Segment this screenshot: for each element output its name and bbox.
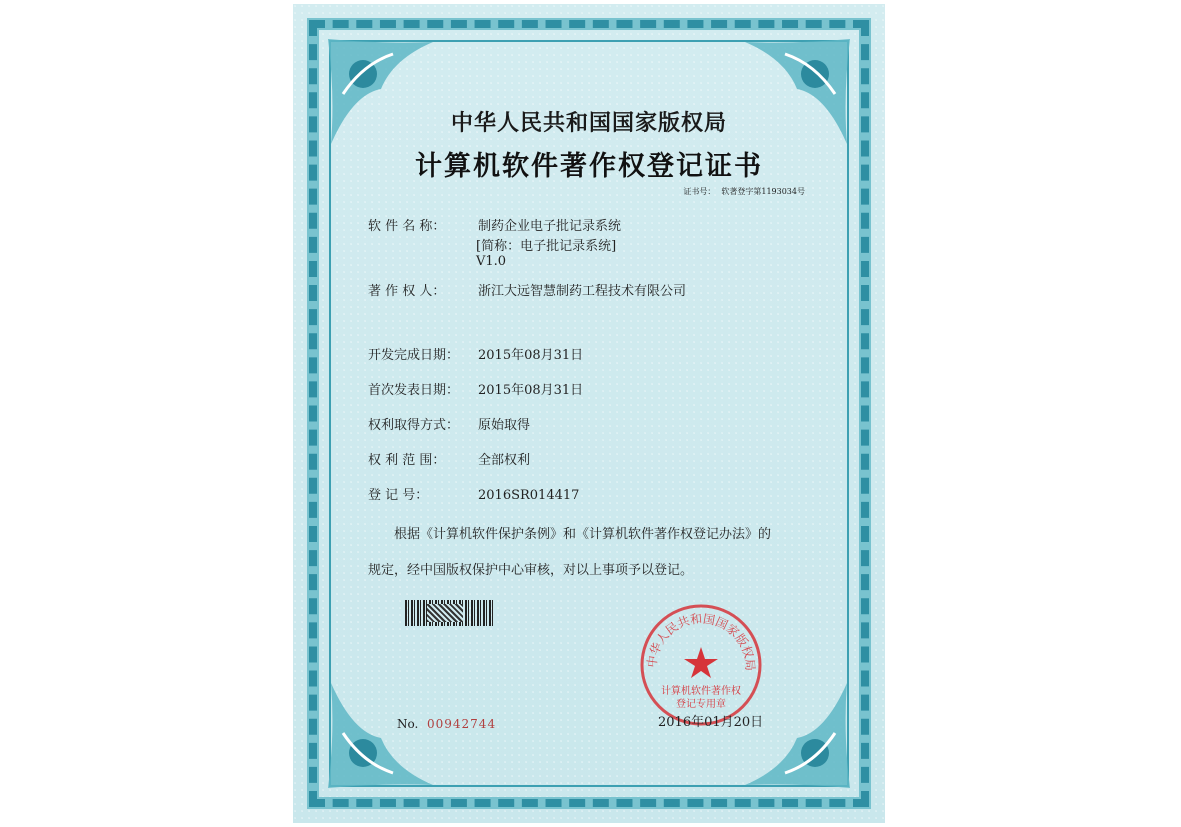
certificate-number (677, 186, 805, 197)
body-paragraph-line2: 规定，经中国版权保护中心审核，对以上事项予以登记。 (368, 563, 694, 578)
field-pub-date (368, 379, 583, 398)
acquisition-value: 原始取得 (478, 418, 531, 433)
certificate (293, 4, 885, 823)
field-scope (368, 449, 530, 468)
dev-date-label: 开发完成日期： (368, 348, 460, 363)
serial-number-value: 00942744 (427, 717, 497, 731)
serial-number-label: No. (397, 717, 419, 731)
certificate-title: 计算机软件著作权登记证书 (415, 151, 763, 182)
cert-no-value: 软著登字第1193034号 (721, 187, 805, 196)
owner-value: 浙江大远智慧制药工程技术有限公司 (478, 284, 687, 299)
field-software-name (368, 215, 621, 234)
field-registration (368, 484, 579, 503)
official-seal (638, 602, 764, 728)
pub-date-label: 首次发表日期： (368, 383, 460, 398)
software-short-name: [简称：电子批记录系统] (476, 239, 617, 254)
field-acquisition (368, 414, 530, 433)
owner-label: 著 作 权 人： (368, 284, 446, 299)
seal-inner-line1: 计算机软件著作权 (661, 686, 741, 697)
software-name-value: 制药企业电子批记录系统 (478, 219, 622, 234)
body-paragraph-line1: 根据《计算机软件保护条例》和《计算机软件著作权登记办法》的 (394, 527, 772, 542)
field-owner (368, 280, 686, 299)
dev-date-value: 2015年08月31日 (478, 348, 584, 363)
seal-outer-text: 中华人民共和国国家版权局 (644, 611, 758, 672)
corner-ornament-icon (323, 675, 441, 793)
scope-value: 全部权利 (478, 453, 531, 468)
issuer-title: 中华人民共和国国家版权局 (450, 110, 727, 136)
registration-label: 登 记 号： (368, 488, 429, 503)
software-version: V1.0 (476, 254, 507, 269)
issue-date: 2016年01月20日 (658, 715, 764, 730)
cert-no-label: 证书号： (683, 187, 716, 196)
barcode (405, 600, 493, 626)
acquisition-label: 权利取得方式： (368, 418, 460, 433)
field-dev-date (368, 344, 583, 363)
seal-inner-line2: 登记专用章 (676, 699, 726, 710)
software-name-label: 软 件 名 称： (368, 219, 446, 234)
pub-date-value: 2015年08月31日 (478, 383, 584, 398)
scope-label: 权 利 范 围： (368, 453, 446, 468)
registration-value: 2016SR014417 (478, 488, 580, 503)
